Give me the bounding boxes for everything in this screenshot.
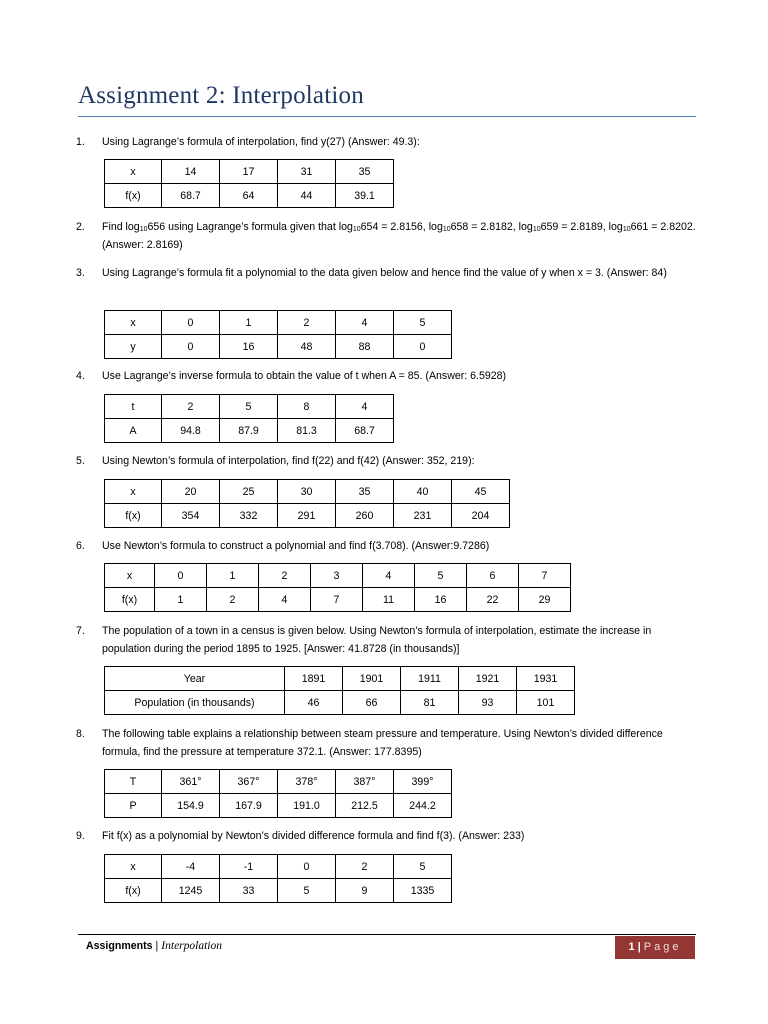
table-q9 [104,854,452,903]
table-row-header: A [105,419,162,443]
table-cell: 5 [394,311,452,335]
table-row-header: Year [105,667,285,691]
table-row [105,480,510,504]
table-cell: 1911 [401,667,459,691]
question-text: The population of a town in a census is given below. Using Newton’s formula of interpolation, estimate the increase in population during the period 1895 to 1925. [Answer: 41.8728 (in thousands)] [102,625,652,655]
table-row-header: f(x) [105,504,162,528]
question-number: 6. [76,540,85,552]
table-cell: 2 [162,395,220,419]
table-row [105,184,394,208]
question-number: 2. [76,221,85,233]
question-number: 5. [76,455,85,467]
table-cell: 9 [336,879,394,903]
table-cell: 5 [220,395,278,419]
table-cell: 94.8 [162,419,220,443]
table-row-header: y [105,335,162,359]
question-number: 9. [76,830,85,842]
table-row-header: x [105,160,162,184]
question-text: Use Lagrange’s inverse formula to obtain the value of t when A = 85. (Answer: 6.5928) [102,370,507,382]
footer-separator: | [155,940,159,952]
table-cell: 5 [394,855,452,879]
table-cell: 8 [278,395,336,419]
table-row-header: T [105,770,162,794]
table-cell: 101 [517,691,575,715]
table-cell: 5 [415,564,467,588]
table-cell: 3 [311,564,363,588]
table-cell: 16 [220,335,278,359]
table-row-header: Population (in thousands) [105,691,285,715]
table-row-header: f(x) [105,184,162,208]
table-cell: 33 [220,879,278,903]
table-cell: 7 [311,588,363,612]
table-q4 [104,394,394,443]
table-row-header: x [105,480,162,504]
table-cell: 68.7 [162,184,220,208]
table-cell: 39.1 [336,184,394,208]
table-row [105,588,571,612]
table-cell: 260 [336,504,394,528]
table-cell: 4 [259,588,311,612]
table-cell: 1921 [459,667,517,691]
table-q3 [104,310,452,359]
question-number: 1. [76,136,85,148]
table-row [105,879,452,903]
question-number: 8. [76,728,85,740]
page-label: Page [643,941,682,953]
table-cell: 93 [459,691,517,715]
table-row [105,564,571,588]
table-cell: 11 [363,588,415,612]
table-cell: 17 [220,160,278,184]
footer-rule [78,934,696,935]
question-number: 7. [76,625,85,637]
table-row [105,691,575,715]
table-cell: -4 [162,855,220,879]
question-text: Fit f(x) as a polynomial by Newton’s divided difference formula and find f(3). (Answer: 233) [102,830,525,842]
table-cell: 1245 [162,879,220,903]
table-cell: 88 [336,335,394,359]
table-cell: 25 [220,480,278,504]
table-q5 [104,479,510,528]
table-row-header: f(x) [105,879,162,903]
table-cell: 204 [452,504,510,528]
table-cell: 361° [162,770,220,794]
title-underline [78,116,696,117]
table-cell: 0 [162,311,220,335]
table-cell: 1931 [517,667,575,691]
table-cell: 167.9 [220,794,278,818]
table-row [105,160,394,184]
footer-section-label: Assignments [86,940,153,952]
table-row [105,667,575,691]
table-cell: 0 [162,335,220,359]
table-cell: 1 [155,588,207,612]
table-cell: 1891 [285,667,343,691]
table-cell: 2 [207,588,259,612]
table-cell: 7 [519,564,571,588]
table-cell: 20 [162,480,220,504]
table-row [105,311,452,335]
table-cell: 4 [336,395,394,419]
table-cell: 1 [220,311,278,335]
table-q1 [104,159,394,208]
table-row [105,855,452,879]
table-row [105,504,510,528]
table-row [105,770,452,794]
table-cell: 68.7 [336,419,394,443]
table-cell: 5 [278,879,336,903]
table-cell: 64 [220,184,278,208]
table-row-header: f(x) [105,588,155,612]
page-number: 1 [628,941,635,953]
table-cell: 81.3 [278,419,336,443]
table-cell: 46 [285,691,343,715]
table-row-header: t [105,395,162,419]
table-cell: 14 [162,160,220,184]
table-row [105,794,452,818]
question-text: Find $\log_{10}656$ using Lagrange’s formula given that $\log_{10}654 = 2.8156$, $\log_{10}658 = 2.8182$, $\log_{10}659 = 2.8189$, $\log_{10}661 = 2.8202$. (Answer: 2.8169) [102,221,696,251]
table-cell: 354 [162,504,220,528]
table-cell: 4 [363,564,415,588]
table-cell: 0 [278,855,336,879]
table-cell: 66 [343,691,401,715]
table-cell: 40 [394,480,452,504]
table-cell: 332 [220,504,278,528]
table-cell: 212.5 [336,794,394,818]
table-row [105,419,394,443]
table-cell: -1 [220,855,278,879]
table-row-header: x [105,564,155,588]
table-cell: 0 [155,564,207,588]
table-cell: 35 [336,160,394,184]
table-cell: 244.2 [394,794,452,818]
table-cell: 44 [278,184,336,208]
question-number: 3. [76,267,85,279]
footer-topic: Interpolation [161,940,222,952]
table-cell: 2 [259,564,311,588]
table-row-header: x [105,855,162,879]
footer-title [86,940,222,952]
table-cell: 48 [278,335,336,359]
table-cell: 291 [278,504,336,528]
page-separator: | [637,941,641,953]
table-cell: 29 [519,588,571,612]
table-row [105,395,394,419]
table-cell: 0 [394,335,452,359]
table-q7 [104,666,575,715]
table-row [105,335,452,359]
question-text: Using Newton’s formula of interpolation, find f(22) and f(42) (Answer: 352, 219): [102,455,475,467]
table-cell: 6 [467,564,519,588]
question-text: Using Lagrange’s formula of interpolation, find y(27) (Answer: 49.3): [102,136,420,148]
question-text: Using Lagrange’s formula fit a polynomial to the data given below and hence find the value of y when x = 3. (Answer: 84) [102,267,667,279]
table-cell: 231 [394,504,452,528]
question-number: 4. [76,370,85,382]
question-text: The following table explains a relationship between steam pressure and temperature. Using Newton’s divided difference formula, find the pressure at temperature 372.1. (Answer: 177.8395) [102,728,663,758]
question-text: Use Newton’s formula to construct a polynomial and find f(3.708). (Answer:9.7286) [102,540,490,552]
table-row-header: P [105,794,162,818]
table-cell: 154.9 [162,794,220,818]
table-cell: 16 [415,588,467,612]
table-cell: 1901 [343,667,401,691]
table-cell: 30 [278,480,336,504]
table-cell: 191.0 [278,794,336,818]
table-row-header: x [105,311,162,335]
table-cell: 387° [336,770,394,794]
page-number-box [615,936,695,959]
table-cell: 1 [207,564,259,588]
table-cell: 31 [278,160,336,184]
table-cell: 22 [467,588,519,612]
table-q8 [104,769,452,818]
table-q6 [104,563,571,612]
page-title: Assignment 2: Interpolation [78,82,364,109]
table-cell: 367° [220,770,278,794]
table-cell: 45 [452,480,510,504]
table-cell: 378° [278,770,336,794]
table-cell: 2 [278,311,336,335]
table-cell: 4 [336,311,394,335]
table-cell: 87.9 [220,419,278,443]
table-cell: 81 [401,691,459,715]
table-cell: 35 [336,480,394,504]
table-cell: 399° [394,770,452,794]
table-cell: 2 [336,855,394,879]
table-cell: 1335 [394,879,452,903]
